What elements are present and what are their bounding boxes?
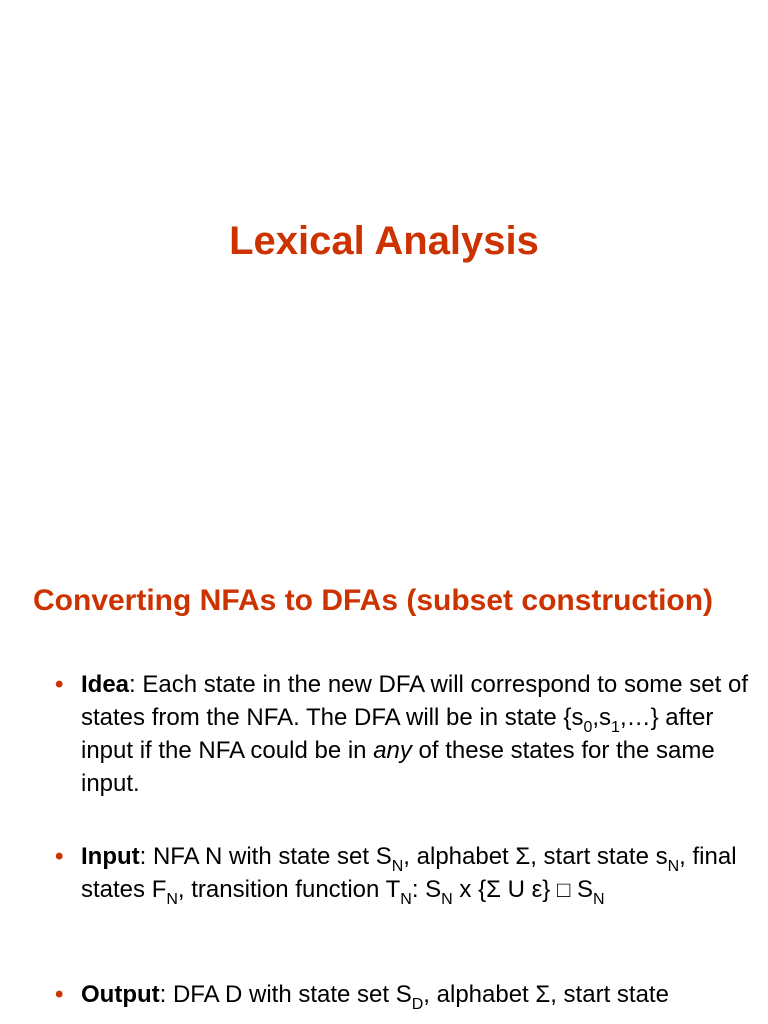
subscript: N xyxy=(592,891,605,908)
bullet-text-part: : NFA N with state set S xyxy=(139,843,392,870)
bullet-label: Output xyxy=(81,981,160,1008)
bullet-marker: • xyxy=(55,671,64,698)
subscript: N xyxy=(400,891,412,908)
subscript: 0 xyxy=(583,719,593,736)
bullet-marker: • xyxy=(55,981,64,1008)
bullet-text-part: : Each state in the new DFA will correspond to some set of states from the NFA. The DFA will be in state {s xyxy=(81,671,749,731)
bullet-text-part: , final states F xyxy=(81,843,737,903)
subscript: N xyxy=(441,891,453,908)
bullet-marker: • xyxy=(55,843,64,870)
bullet-label: Input xyxy=(81,843,140,870)
subscript: N xyxy=(667,858,680,875)
slide-heading: Converting NFAs to DFAs (subset construction) xyxy=(33,584,714,617)
slide-title: Lexical Analysis xyxy=(229,219,539,263)
content-slide xyxy=(0,540,768,1024)
bullet-text-part: : DFA D with state set S xyxy=(159,981,412,1008)
subscript: 1 xyxy=(611,719,620,736)
bullet-text-part: of these states for the same input. xyxy=(81,737,715,797)
bullet-text xyxy=(81,978,751,1011)
bullet-text-part: , alphabet Σ, start state s xyxy=(403,843,668,870)
bullet-text-part: : S xyxy=(411,876,442,903)
bullet-text-part: x {Σ U ε} xyxy=(452,876,557,903)
bullet-text-part: S xyxy=(570,876,593,903)
bullet-text xyxy=(81,840,751,906)
bullet-text xyxy=(81,668,751,800)
subscript: N xyxy=(391,858,404,875)
bullet-text-part: ,…} after input if the NFA could be in xyxy=(81,704,714,764)
emphasis-text: any xyxy=(373,737,412,764)
bullet-text-part: ,s xyxy=(592,704,612,731)
bullet-text-part: , alphabet Σ, start state xyxy=(423,981,669,1008)
bullet-label: Idea xyxy=(81,671,130,698)
subscript: D xyxy=(411,996,424,1013)
missing-glyph-box-icon: □ xyxy=(556,877,571,902)
subscript: N xyxy=(166,891,178,908)
bullet-text-part: , transition function T xyxy=(177,876,401,903)
